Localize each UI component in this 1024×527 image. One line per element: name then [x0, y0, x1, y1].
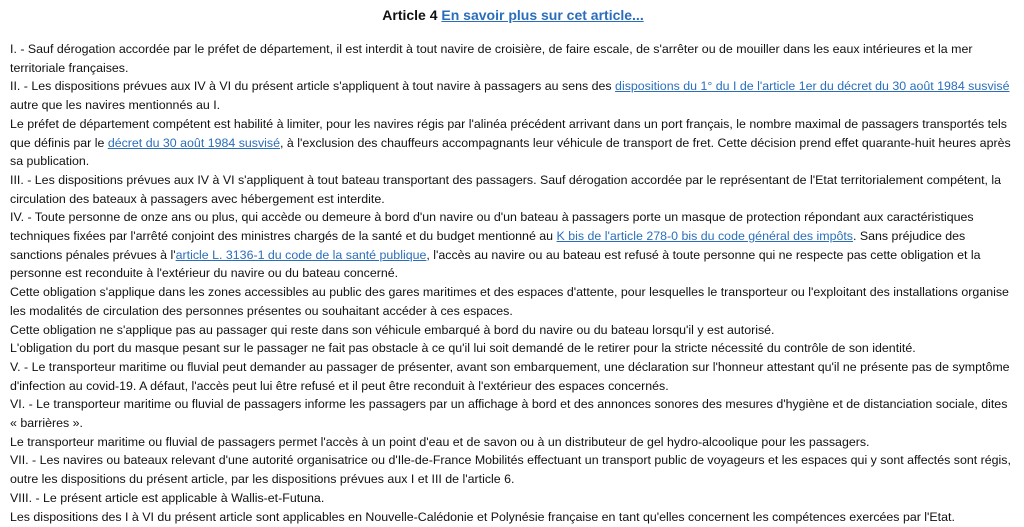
paragraph-text: Le transporteur maritime ou fluvial de passagers permet l'accès à un point d'eau et de savon ou à un distributeur de gel hydro-alcoolique pour les passagers. — [10, 434, 870, 449]
paragraph-text: VII. - Les navires ou bateaux relevant d'une autorité organisatrice ou d'Ile-de-France Mobilités effectuant un transport public de voyageurs et les espaces qui y sont affectés sont régis, outre les dispositions du présent article, par les dispositions prévues aux I et III de l'article 6. — [10, 453, 1011, 487]
paragraph-text: L'obligation du port du masque pesant sur le passager ne fait pas obstacle à ce qu'il lui soit demandé de le retirer pour la stricte nécessité du contrôle de son identité. — [10, 341, 916, 356]
article-paragraph — [10, 339, 1016, 358]
paragraph-text: Le préfet de département compétent est habilité à limiter, pour les navires régis par l'alinéa précédent arrivant dans un port français, le nombre maximal de passagers transportés tels que définis par le — [10, 116, 1007, 150]
article-paragraph — [10, 115, 1016, 171]
article-paragraph — [10, 358, 1016, 395]
paragraph-text: , l'accès au navire ou au bateau est refusé à toute personne qui ne respecte pas cette obligation et la personne est reconduite à l'extérieur du navire ou du bateau concerné. — [10, 247, 981, 281]
article-paragraph — [10, 171, 1016, 208]
paragraph-text: Cette obligation s'applique dans les zones accessibles au public des gares maritimes et des espaces d'attente, pour lesquelles le transporteur ou l'exploitant des installations organise les modalités de circulation des personnes présentes ou souhaitant accéder à ces espaces. — [10, 285, 1009, 318]
legal-reference-link[interactable]: K bis de l'article 278-0 bis du code général des impôts — [556, 229, 853, 244]
paragraph-text: VIII. - Le présent article est applicable à Wallis-et-Futuna. — [10, 490, 325, 505]
article-title: Article 4 — [382, 7, 438, 23]
article-paragraph — [10, 395, 1016, 432]
paragraph-text: Cette obligation ne s'applique pas au passager qui reste dans son véhicule embarqué à bord du navire ou du bateau lorsqu'il y est autorisé. — [10, 322, 775, 337]
paragraph-text: autre que les navires mentionnés au I. — [10, 98, 221, 113]
article-heading — [10, 6, 1016, 24]
article-paragraph — [10, 77, 1016, 114]
article-paragraph — [10, 451, 1016, 488]
paragraph-text: . Sans préjudice des sanctions pénales prévues à l' — [10, 229, 966, 262]
legal-reference-link[interactable]: article L. 3136-1 du code de la santé publique — [175, 247, 427, 262]
legal-reference-link[interactable]: décret du 30 août 1984 susvisé — [107, 135, 281, 150]
article-paragraph — [10, 208, 1016, 283]
paragraph-text: Les dispositions des I à VI du présent article sont applicables en Nouvelle-Calédonie et Polynésie française en tant qu'elles concernent les compétences exercées par l'Etat. — [10, 509, 955, 524]
article-body — [10, 40, 1016, 526]
article-paragraph — [10, 433, 1016, 452]
article-paragraph — [10, 40, 1016, 77]
article-paragraph — [10, 489, 1016, 508]
article-paragraph — [10, 283, 1016, 320]
legal-reference-link[interactable]: dispositions du 1° du I de l'article 1er du décret du 30 août 1984 susvisé — [615, 79, 1010, 94]
paragraph-text: IV. - Toute personne de onze ans ou plus, qui accède ou demeure à bord d'un navire ou d'un bateau à passagers porte un masque de protection répondant aux caractéristiques techniques fixées par l'arrêté conjoint des ministres chargés de la santé et du budget mentionné au — [10, 210, 974, 244]
paragraph-text: VI. - Le transporteur maritime ou fluvial de passagers informe les passagers par un affichage à bord et des annonces sonores des mesures d'hygiène et de distanciation sociale, dites « barrières ». — [10, 397, 1008, 431]
paragraph-text: I. - Sauf dérogation accordée par le préfet de département, il est interdit à tout navire de croisière, de faire escale, de s'arrêter ou de mouiller dans les eaux intérieures et la mer territoriale françaises. — [10, 42, 973, 75]
paragraph-text: III. - Les dispositions prévues aux IV à VI s'appliquent à tout bateau transportant des passagers. Sauf dérogation accordée par le représentant de l'Etat territorialement compétent, la circulation des bateaux à passagers avec hébergement est interdite. — [10, 172, 1002, 206]
article-paragraph — [10, 321, 1016, 340]
paragraph-text: II. - Les dispositions prévues aux IV à VI du présent article s'appliquent à tout navire à passagers au sens des — [10, 79, 616, 94]
article-paragraph — [10, 508, 1016, 527]
more-info-link[interactable]: En savoir plus sur cet article... — [441, 7, 644, 23]
paragraph-text: V. - Le transporteur maritime ou fluvial peut demander au passager de présenter, avant son embarquement, une déclaration sur l'honneur attestant qu'il ne présente pas de symptôme d'infection au covid-19. A défaut, l'accès peut lui être refusé et il peut être reconduit à l'extérieur des espaces concernés. — [10, 359, 1010, 393]
paragraph-text: , à l'exclusion des chauffeurs accompagnants leur véhicule de transport de fret. Cette décision prend effet quarante-huit heures après sa publication. — [10, 135, 1011, 169]
